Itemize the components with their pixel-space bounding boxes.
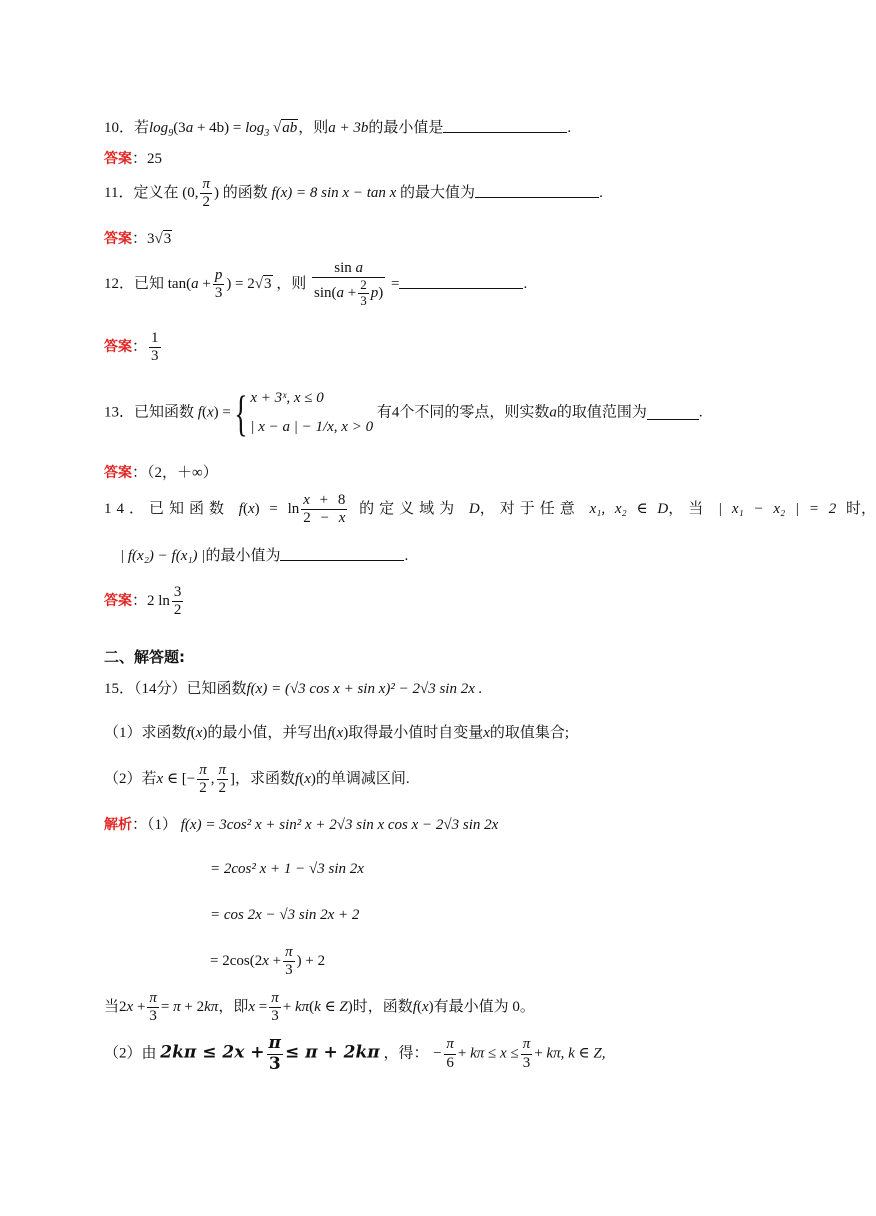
question-15 bbox=[104, 680, 482, 698]
solution-part1-label: ：（1） bbox=[132, 817, 178, 833]
q15-part1-label: （1）求函数 bbox=[104, 725, 187, 741]
q12-given: tan(a + $\frac{p}{3}$ ) = 2√3 bbox=[167, 266, 272, 302]
answer-14 bbox=[104, 584, 185, 620]
answer-value: ： bbox=[132, 339, 148, 356]
solution-step-2: = 2cos² x + 1 − √3 sin 2x bbox=[210, 861, 364, 877]
answer-label: 答案 bbox=[104, 339, 132, 356]
q15-function: f(x) = (√3 cos x + sin x)² − 2√3 sin 2x . bbox=[246, 681, 483, 697]
answer-13 bbox=[104, 464, 218, 482]
q13-answer-blank[interactable] bbox=[647, 405, 699, 420]
solution-text-ie: ，即 bbox=[218, 999, 249, 1016]
answer-value: ：25 bbox=[132, 151, 163, 167]
solution-part2-label: （2）由 bbox=[104, 1045, 157, 1062]
question-11 bbox=[104, 176, 603, 212]
answer-11 bbox=[104, 230, 172, 248]
q14-condition: x₁, x₂ ∈ D bbox=[589, 501, 669, 518]
q10-expr: a + 3b bbox=[328, 120, 369, 136]
solution-text-get: ，得： bbox=[383, 1045, 429, 1062]
answer-value: ：2 ln bbox=[132, 593, 170, 610]
q11-number: 11．定义在 bbox=[104, 185, 179, 202]
q15-part2-text: ，求函数 bbox=[235, 771, 296, 788]
q14-end: . bbox=[404, 548, 409, 564]
answer-value: ：（2，＋∞） bbox=[132, 465, 218, 481]
q12-fraction: sin a sin(a + $\frac{2}{3}$ p) bbox=[314, 260, 384, 309]
q11-answer-blank[interactable] bbox=[475, 183, 599, 198]
q14-number: 14．已知函数 bbox=[104, 501, 230, 518]
solution-text-then: 时，函数 bbox=[352, 999, 413, 1016]
sqrt-three: √3 bbox=[154, 231, 172, 247]
solution-line-2 bbox=[210, 860, 364, 878]
q10-tail: 的最小值是 bbox=[368, 120, 444, 136]
question-15-part-1: （1）求函数f(x)的最小值，并写出f(x)取得最小值时自变量x的取值集合; bbox=[104, 725, 570, 741]
q13-var: a bbox=[549, 404, 557, 421]
question-14-line-1: 14．已知函数 f(x) = ln $\frac{x + 8}{2 - x}$ 的定义域为 D，对于任意 x₁, x₂ ∈ D，当 | x₁ − x₂ | = 2 时， bbox=[104, 492, 876, 527]
q11-function: f(x) = 8 sin x − tan x bbox=[271, 185, 397, 202]
q10-end: . bbox=[567, 120, 572, 136]
q13-tail2: 的取值范围为 bbox=[556, 404, 647, 421]
q10-mid: ，则 bbox=[298, 120, 329, 136]
q15-head: 15．（14分）已知函数 bbox=[104, 681, 247, 697]
solution-text-when: 当 bbox=[104, 999, 120, 1016]
solution-line-6: （2）由 2kπ ≤ 2x + $\frac{\pi}{3}$ ≤ π + 2kπ ，得： − $\frac{\pi}{6}$ + kπ ≤ x ≤ $\frac{\pi}{3}$ + kπ, k ∈ Z, bbox=[104, 1033, 606, 1074]
q11-tail2: 的最大值为 bbox=[400, 185, 476, 202]
answer-label: 答案 bbox=[104, 593, 132, 610]
question-10 bbox=[104, 118, 571, 140]
answer-label: 答案 bbox=[104, 465, 132, 481]
q14-expression: | f(x₂) − f(x₁) | bbox=[120, 548, 206, 564]
q14-condition-2: | x₁ − x₂ | = 2 bbox=[717, 501, 837, 518]
q14-text-domain: 的定义域为 bbox=[359, 501, 460, 518]
q11-interval: (0, $\frac{\pi}{2}$ ) bbox=[182, 176, 219, 211]
q14-answer-blank[interactable] bbox=[280, 546, 404, 561]
solution-line-5: 当2x + $\frac{\pi}{3}$ = π + 2kπ，即x = $\frac{\pi}{3}$ + kπ(k ∈ Z)时，函数f(x)有最小值为 0。 bbox=[104, 990, 535, 1025]
q11-end: . bbox=[599, 185, 603, 202]
q13-piece-2: | x − a | − 1/x, x > 0 bbox=[250, 418, 374, 435]
q13-number: 13．已知函数 bbox=[104, 404, 195, 421]
q14-domain-symbol: D bbox=[468, 501, 480, 518]
answer-10 bbox=[104, 150, 162, 168]
answer-label: 答案 bbox=[104, 151, 132, 167]
section-title: 二、解答题: bbox=[104, 648, 185, 666]
q10-number: 10．若 bbox=[104, 120, 150, 136]
piecewise-cases bbox=[250, 384, 373, 441]
answer-fraction: $\frac{3}{2}$ bbox=[173, 584, 182, 619]
solution-label: 解析 bbox=[104, 817, 132, 833]
solution-step-1: f(x) = 3cos² x + sin² x + 2√3 sin x cos x − 2√3 sin 2x bbox=[180, 817, 499, 833]
piecewise-brace: { bbox=[233, 384, 248, 441]
q13-end: . bbox=[698, 404, 703, 421]
answer-label: 答案 bbox=[104, 231, 132, 247]
answer-12 bbox=[104, 330, 163, 366]
q15-part1-text: 的最小值，并写出 bbox=[207, 725, 328, 741]
q14-text-then: 时， bbox=[845, 501, 876, 518]
answer-fraction: $\frac{1}{3}$ bbox=[151, 330, 159, 365]
q15-part2-text-2: 的单调减区间. bbox=[315, 771, 410, 788]
answer-value: ：3 bbox=[132, 231, 155, 247]
question-12: 12．已知 tan(a + $\frac{p}{3}$ ) = 2√3 ，则 sin a sin(a + $\frac{2}{3}$ p) = . bbox=[104, 260, 528, 309]
question-14-line-2 bbox=[120, 546, 408, 565]
q12-number: 12．已知 bbox=[104, 276, 165, 292]
q12-answer-blank[interactable] bbox=[399, 274, 523, 289]
q13-piece-1: x + 3ˣ, x ≤ 0 bbox=[250, 390, 324, 406]
q10-answer-blank[interactable] bbox=[443, 118, 567, 133]
q13-tail: 有4个不同的零点，则实数 bbox=[376, 404, 550, 421]
solution-text-min: 有最小值为 0。 bbox=[433, 999, 535, 1016]
q10-equation: $\log_9(3a + 4b) = \log_3 √ab$ bbox=[149, 120, 298, 139]
solution-line-1 bbox=[104, 816, 498, 834]
q15-part2-label: （2）若 bbox=[104, 771, 157, 788]
solution-step-3: = cos 2x − √3 sin 2x + 2 bbox=[210, 907, 360, 923]
solution-line-4: = 2cos(2x + $\frac{\pi}{3}$ ) + 2 bbox=[210, 944, 326, 979]
question-15-part-2: （2）若x ∈ [− $\frac{\pi}{2}$ , $\frac{\pi}{2}$ ]，求函数f(x)的单调减区间. bbox=[104, 762, 410, 797]
q14-text-when: ，当 bbox=[668, 501, 709, 518]
q15-part1-text-3: 的取值集合; bbox=[489, 725, 570, 741]
q14-text-min: 的最小值为 bbox=[205, 548, 281, 564]
q12-mid: ，则 bbox=[276, 276, 307, 292]
q11-tail1: 的函数 bbox=[222, 185, 268, 202]
q15-part1-text-2: 取得最小值时自变量 bbox=[348, 725, 484, 741]
q14-text-any: ，对于任意 bbox=[479, 501, 580, 518]
solution-line-3 bbox=[210, 906, 359, 924]
solution-k-integer: k ∈ Z, bbox=[568, 1045, 606, 1062]
question-13: 13．已知函数 f(x) = { x + 3ˣ, x ≤ 0 | x − a | − 1/x, x > 0 有4个不同的零点，则实数a的取值范围为 . bbox=[104, 384, 703, 441]
q12-end: . bbox=[523, 276, 528, 292]
